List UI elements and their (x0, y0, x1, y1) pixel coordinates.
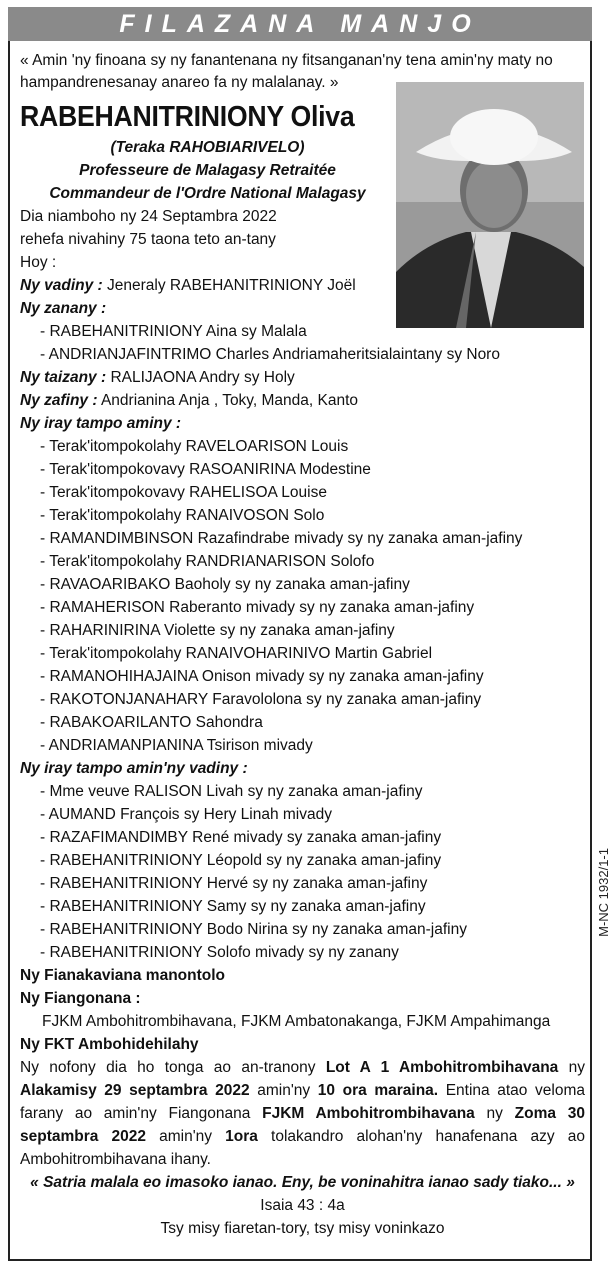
bible-verse: « Satria malala eo imasoko ianao. Eny, be voninahitra ianao sady tiako... » (30, 1174, 575, 1191)
age-line: rehefa nivahiny 75 taona teto an-tany (20, 231, 276, 248)
deceased-name: RABEHANITRINIONY Oliva (20, 101, 355, 133)
hoy-label: Hoy : (20, 254, 57, 271)
tampo-item: - ANDRIAMANPIANINA Tsirison mivady (40, 737, 313, 754)
announce-address: Lot A 1 Ambohitrombihavana (325, 1059, 559, 1076)
tampo-vadiny-item: - RAZAFIMANDIMBY René mivady sy zanaka aman-jafiny (40, 829, 442, 846)
tampo-item: - RAMANDIMBINSON Razafindrabe mivady sy ny zanaka aman-jafiny (40, 530, 523, 547)
announce-time-2: 1ora (225, 1128, 258, 1145)
announce-text: amin'ny (146, 1128, 226, 1145)
fkt-label: Ny FKT Ambohidehilahy (20, 1036, 199, 1053)
announce-text: tolakandro alohan'ny hanafenana azy ao Ambohitrombihavana ihany. (20, 1128, 585, 1168)
vadiny-label: Ny vadiny : (20, 277, 103, 294)
tampo-vadiny-label: Ny iray tampo amin'ny vadiny : (20, 760, 248, 777)
announce-time-1: 10 ora maraina. (317, 1082, 439, 1099)
tampo-vadiny-item: - RABEHANITRINIONY Hervé sy ny zanaka aman-jafiny (40, 875, 428, 892)
tampo-vadiny-item: - Mme veuve RALISON Livah sy ny zanaka aman-jafiny (40, 783, 423, 800)
zanany-item: - ANDRIANJAFINTRIMO Charles Andriamaheritsialaintany sy Noro (40, 346, 500, 363)
footer-note: Tsy misy fiaretan-tory, tsy misy voninkazo (160, 1220, 445, 1237)
fiangonana-label: Ny Fiangonana : (20, 990, 141, 1007)
tampo-item: - RAMAHERISON Raberanto mivady sy ny zanaka aman-jafiny (40, 599, 475, 616)
zanany-item: - RABEHANITRINIONY Aina sy Malala (40, 323, 307, 340)
opening-quote: « Amin 'ny finoana sy ny fanantenana ny fitsanganan'ny tena amin'ny maty no hampandrenesanay anareo fa ny malalanay. » (20, 52, 553, 91)
zafiny-label: Ny zafiny : (20, 392, 98, 409)
announce-text: Ny nofony dia ho tonga ao an-tranony (20, 1059, 326, 1076)
tampo-item: - RAMANOHIHAJAINA Onison mivady sy ny zanaka aman-jafiny (40, 668, 484, 685)
announce-date-2: Zoma 30 septambra 2022 (20, 1105, 585, 1145)
tampo-item: - Terak'itompokolahy RANDRIANARISON Solofo (40, 553, 375, 570)
tampo-vadiny-item: - AUMAND François sy Hery Linah mivady (40, 806, 332, 823)
announce-text: ny (558, 1059, 585, 1076)
vadiny-row (20, 274, 585, 297)
title-professeure: Professeure de Malagasy Retraitée (79, 162, 336, 179)
announce-text: Entina atao veloma farany ao amin'ny Fiangonana (20, 1082, 585, 1122)
notice-content (20, 50, 585, 1240)
announce-date-1: Alakamisy 29 septambra 2022 (20, 1082, 250, 1099)
taizany-label: Ny taizany : (20, 369, 107, 386)
tampo-item: - Terak'itompokolahy RAVELOARISON Louis (40, 438, 349, 455)
announce-church: FJKM Ambohitrombihavana (262, 1105, 475, 1122)
vadiny-value: Jeneraly RABEHANITRINIONY Joël (107, 277, 356, 294)
fianakaviana-label: Ny Fianakaviana manontolo (20, 967, 225, 984)
tampo-vadiny-item: - RABEHANITRINIONY Léopold sy ny zanaka aman-jafiny (40, 852, 442, 869)
tampo-item: - Terak'itompokovavy RAHELISOA Louise (40, 484, 327, 501)
tampo-item: - RABAKOARILANTO Sahondra (40, 714, 263, 731)
fiangonana-value: FJKM Ambohitrombihavana, FJKM Ambatonakanga, FJKM Ampahimanga (42, 1013, 551, 1030)
tampo-vadiny-item: - RABEHANITRINIONY Bodo Nirina sy ny zanaka aman-jafiny (40, 921, 467, 938)
reference-code: M-NC 1932/1-1 (596, 848, 611, 937)
tampo-item: - Terak'itompokolahy RANAIVOSON Solo (40, 507, 325, 524)
banner-title: FILAZANA MANJO (8, 7, 592, 41)
zanany-label: Ny zanany : (20, 300, 107, 317)
taizany-row (20, 366, 585, 389)
tampo-item: - Terak'itompokovavy RASOANIRINA Modestine (40, 461, 371, 478)
maiden-name: (Teraka RAHOBIARIVELO) (110, 139, 305, 156)
title-commandeur: Commandeur de l'Ordre National Malagasy (49, 185, 366, 202)
zafiny-value: Andrianina Anja , Toky, Manda, Kanto (100, 392, 359, 409)
announce-text: ny (474, 1105, 515, 1122)
tampo-vadiny-item: - RABEHANITRINIONY Solofo mivady sy ny zanany (40, 944, 399, 961)
announce-text: amin'ny (249, 1082, 318, 1099)
funeral-announcement (20, 1056, 585, 1171)
taizany-value: RALIJAONA Andry sy Holy (110, 369, 295, 386)
tampo-vadiny-item: - RABEHANITRINIONY Samy sy ny zanaka aman-jafiny (40, 898, 426, 915)
death-date: Dia niamboho ny 24 Septambra 2022 (20, 208, 277, 225)
tampo-label: Ny iray tampo aminy : (20, 415, 182, 432)
tampo-item: - Terak'itompokolahy RANAIVOHARINIVO Martin Gabriel (40, 645, 433, 662)
tampo-item: - RAHARINIRINA Violette sy ny zanaka aman-jafiny (40, 622, 395, 639)
tampo-item: - RAKOTONJANAHARY Faravololona sy ny zanaka aman-jafiny (40, 691, 482, 708)
tampo-item: - RAVAOARIBAKO Baoholy sy ny zanaka aman-jafiny (40, 576, 410, 593)
zafiny-row (20, 389, 585, 412)
verse-reference: Isaia 43 : 4a (260, 1197, 345, 1214)
